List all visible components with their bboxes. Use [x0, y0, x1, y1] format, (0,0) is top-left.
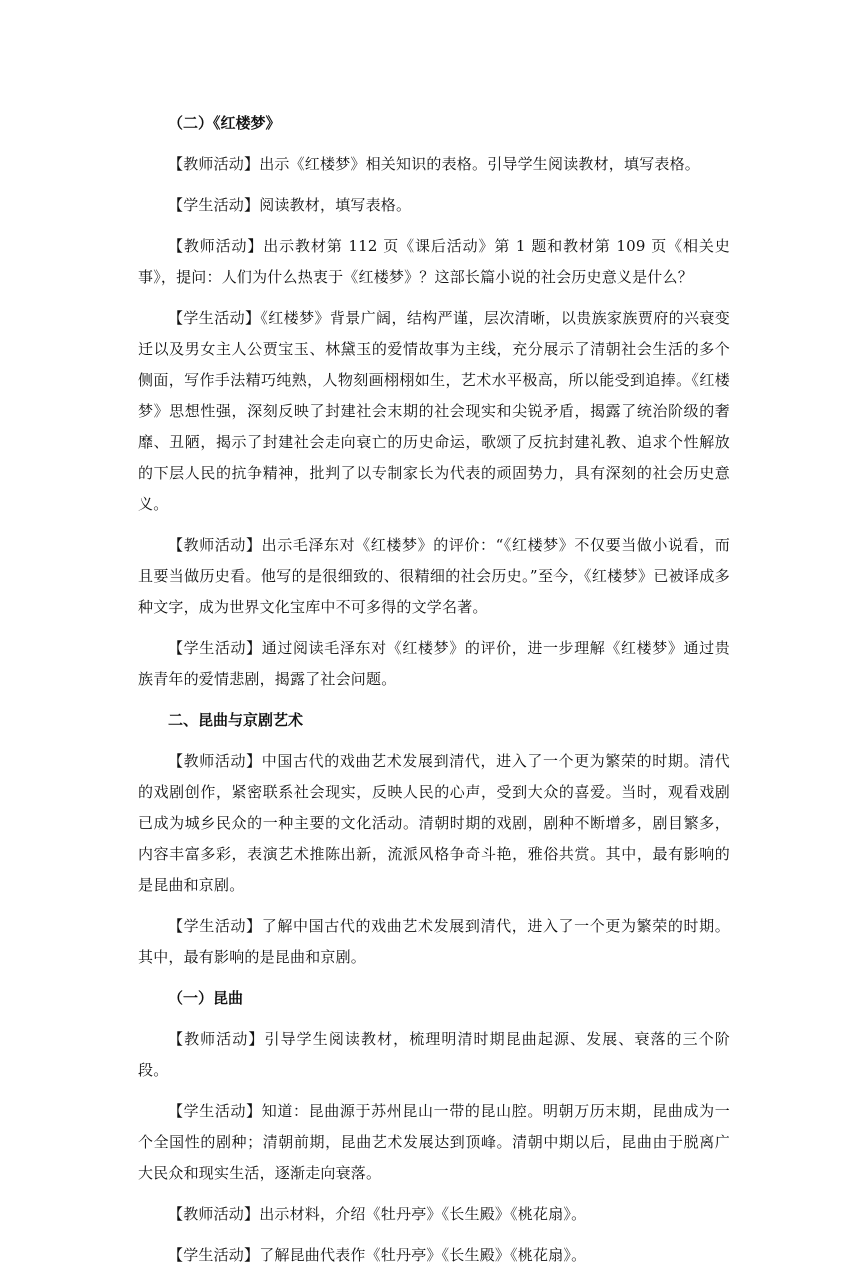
paragraph: 【学生活动】阅读教材，填写表格。: [168, 196, 412, 214]
paragraph: 【教师活动】中国古代的戏曲艺术发展到清代，进入了一个更为繁荣的时期。清代的戏剧创作，紧密联系社会现实，反映人民的心声，受到大众的喜爱。当时，观看戏剧已成为城乡民众的一种主要的文化活动。清朝时期的戏剧，剧种不断增多，剧目繁多，内容丰富多彩，表演艺术推陈出新，流派风格争奇斗艳，雅俗共赏。其中，最有影响的是昆曲和京剧。: [138, 752, 730, 894]
paragraph: 【教师活动】引导学生阅读教材，梳理明清时期昆曲起源、发展、衰落的三个阶段。: [138, 1030, 730, 1079]
section-heading-kunqu-jingju: 二、昆曲与京剧艺术: [168, 711, 304, 729]
document-body: [138, 108, 730, 1281]
paragraph: 【教师活动】出示毛泽东对《红楼梦》的评价：“《红楼梦》不仅要当做小说看，而且要当做历史看。他写的是很细致的、很精细的社会历史。”至今，《红楼梦》已被译成多种文字，成为世界文化宝库中不可多得的文学名著。: [138, 536, 730, 616]
paragraph: 【教师活动】出示教材第 112 页《课后活动》第 1 题和教材第 109 页《相关史事》，提问：人们为什么热衷于《红楼梦》？这部长篇小说的社会历史意义是什么？: [138, 237, 730, 286]
paragraph: 【教师活动】出示材料，介绍《牡丹亭》《长生殿》《桃花扇》。: [168, 1205, 587, 1223]
section-heading-kunqu: （一）昆曲: [168, 989, 244, 1007]
paragraph: 【学生活动】了解中国古代的戏曲艺术发展到清代，进入了一个更为繁荣的时期。其中，最有影响的是昆曲和京剧。: [138, 917, 730, 966]
paragraph: 【学生活动】知道：昆曲源于苏州昆山一带的昆山腔。明朝万历末期，昆曲成为一个全国性的剧种；清朝前期，昆曲艺术发展达到顶峰。清朝中期以后，昆曲由于脱离广大民众和现实生活，逐渐走向衰落。: [138, 1102, 730, 1182]
paragraph: 【学生活动】《红楼梦》背景广阔，结构严谨，层次清晰，以贵族家族贾府的兴衰变迁以及男女主人公贾宝玉、林黛玉的爱情故事为主线，充分展示了清朝社会生活的多个侧面，写作手法精巧纯熟，人物刻画栩栩如生，艺术水平极高，所以能受到追捧。《红楼梦》思想性强，深刻反映了封建社会末期的社会现实和尖锐矛盾，揭露了统治阶级的奢靡、丑陋，揭示了封建社会走向衰亡的历史命运，歌颂了反抗封建礼教、追求个性解放的下层人民的抗争精神，批判了以专制家长为代表的顽固势力，具有深刻的社会历史意义。: [138, 309, 730, 513]
paragraph: 【学生活动】通过阅读毛泽东对《红楼梦》的评价，进一步理解《红楼梦》通过贵族青年的爱情悲剧，揭露了社会问题。: [138, 639, 730, 688]
paragraph: 【学生活动】了解昆曲代表作《牡丹亭》《长生殿》《桃花扇》。: [168, 1246, 587, 1264]
section-heading-hongloumeng: （二）《红楼梦》: [168, 114, 281, 132]
paragraph: 【教师活动】出示《红楼梦》相关知识的表格。引导学生阅读教材，填写表格。: [168, 155, 701, 173]
